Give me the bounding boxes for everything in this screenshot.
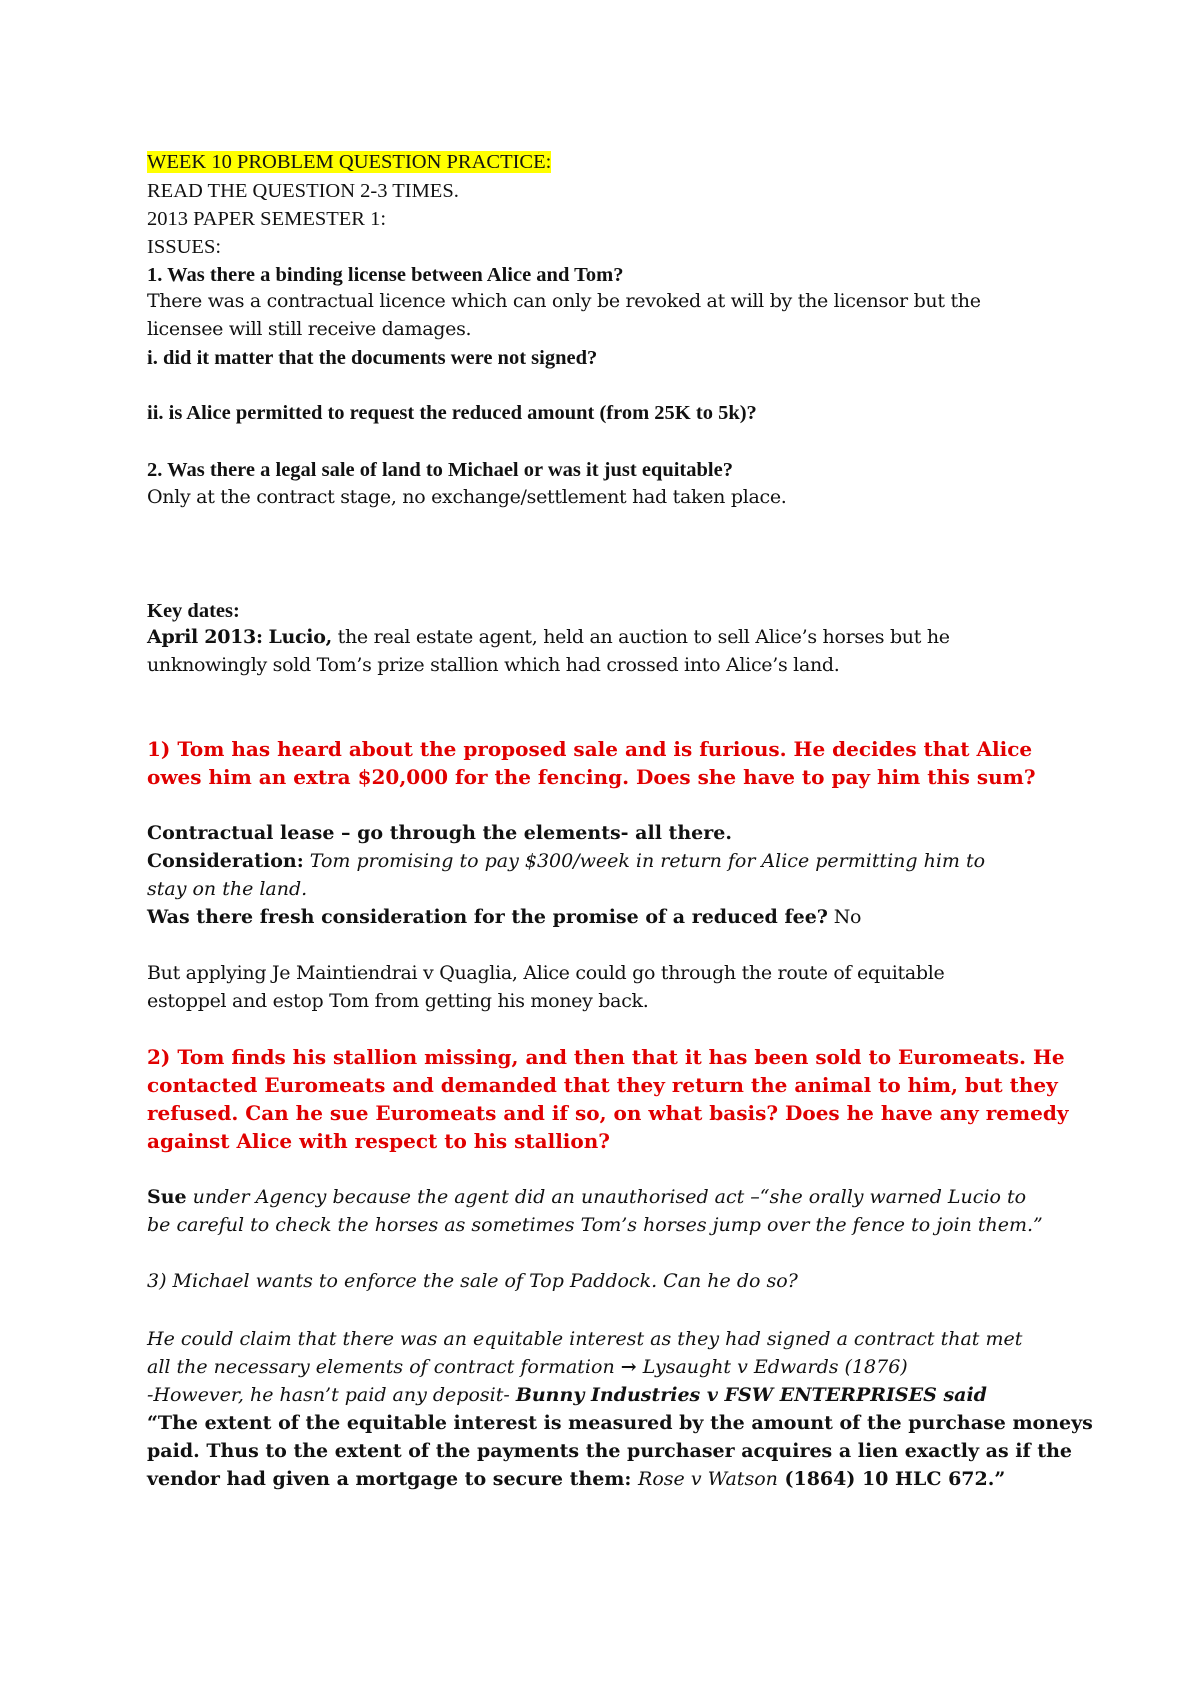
- question-3-line: 3) Michael wants to enforce the sale of Top Paddock. Can he do so?: [147, 1270, 798, 1292]
- question-2-line: refused. Can he sue Euromeats and if so, on what basis? Does he have any remedy: [147, 1101, 1069, 1125]
- estoppel-line: estoppel and estop Tom from getting his money back.: [147, 990, 649, 1012]
- lease-heading: Contractual lease – go through the elements- all there.: [147, 822, 732, 844]
- fresh-consideration-line: [147, 908, 861, 927]
- issue-1-subquestion-ii: ii. is Alice permitted to request the reduced amount (from 25K to 5k)?: [147, 402, 757, 424]
- however-line: [147, 1386, 987, 1405]
- issue-2-answer: Only at the contract stage, no exchange/settlement had taken place.: [147, 486, 787, 508]
- key-dates-line: [147, 628, 950, 647]
- estoppel-line: But applying Je Maintiendrai v Quaglia, Alice could go through the route of equitable: [147, 962, 945, 984]
- quote-citation: (1864) 10 HLC 672.”: [777, 1468, 1006, 1490]
- question-1-line: 1) Tom has heard about the proposed sale and is furious. He decides that Alice: [147, 737, 1033, 761]
- however-case: Bunny Industries v FSW ENTERPRISES said: [515, 1384, 987, 1406]
- consideration-label: Consideration:: [147, 850, 304, 872]
- document-heading: [147, 152, 551, 173]
- sue-line-2: be careful to check the horses as sometimes Tom’s horses jump over the fence to join them.”: [147, 1214, 1043, 1236]
- issue-1-subquestion-i: i. did it matter that the documents were not signed?: [147, 347, 598, 369]
- quote-case-name: Rose v Watson: [638, 1468, 778, 1490]
- consideration-text: Tom promising to pay $300/week in return for Alice permitting him to: [303, 850, 986, 872]
- question-2-line: contacted Euromeats and demanded that they return the animal to him, but they: [147, 1073, 1058, 1097]
- claim-line-2: [147, 1358, 908, 1377]
- quote-line: paid. Thus to the extent of the payments the purchaser acquires a lien exactly as if the: [147, 1440, 1072, 1462]
- key-dates-line-2: unknowingly sold Tom’s prize stallion which had crossed into Alice’s land.: [147, 654, 840, 676]
- question-2-line: against Alice with respect to his stallion?: [147, 1129, 610, 1153]
- claim-line: He could claim that there was an equitable interest as they had signed a contract that met: [147, 1328, 1023, 1350]
- claim-text: all the necessary elements of contract formation: [147, 1356, 621, 1378]
- intro-line: ISSUES:: [147, 236, 222, 258]
- heading-highlight: WEEK 10 PROBLEM QUESTION PRACTICE:: [147, 151, 552, 173]
- however-text: -However, he hasn’t paid any deposit-: [147, 1384, 516, 1406]
- consideration-line-2: stay on the land.: [147, 878, 308, 900]
- issue-1-answer: licensee will still receive damages.: [147, 318, 472, 340]
- intro-line: READ THE QUESTION 2-3 TIMES.: [147, 180, 459, 202]
- sue-label: Sue: [147, 1186, 187, 1208]
- sue-line: [147, 1188, 1026, 1207]
- sue-text: under Agency because the agent did an unauthorised act –“she orally warned Lucio to: [186, 1186, 1027, 1208]
- question-2-line: 2) Tom finds his stallion missing, and then that it has been sold to Euromeats. He: [147, 1045, 1065, 1069]
- quote-line-3: [147, 1470, 1005, 1489]
- fresh-consideration-answer: No: [827, 906, 862, 928]
- key-date: April 2013:: [147, 626, 263, 648]
- quote-line: “The extent of the equitable interest is measured by the amount of the purchase moneys: [147, 1412, 1093, 1434]
- key-date-text: the real estate agent, held an auction to sell Alice’s horses but he: [331, 626, 950, 648]
- issue-1-answer: There was a contractual licence which can only be revoked at will by the licensor but the: [147, 290, 981, 312]
- question-1-line: owes him an extra $20,000 for the fencing. Does she have to pay him this sum?: [147, 765, 1036, 789]
- arrow-icon: →: [620, 1356, 637, 1378]
- fresh-consideration-question: Was there fresh consideration for the promise of a reduced fee?: [147, 906, 828, 928]
- issue-1-question: 1. Was there a binding license between Alice and Tom?: [147, 264, 624, 286]
- key-date-person: Lucio,: [268, 626, 332, 648]
- key-dates-heading: Key dates:: [147, 600, 240, 622]
- issue-2-question: 2. Was there a legal sale of land to Michael or was it just equitable?: [147, 459, 733, 481]
- quote-text: vendor had given a mortgage to secure them:: [147, 1468, 639, 1490]
- claim-case: Lysaught v Edwards (1876): [636, 1356, 908, 1378]
- intro-line: 2013 PAPER SEMESTER 1:: [147, 208, 387, 230]
- consideration-line: [147, 852, 985, 871]
